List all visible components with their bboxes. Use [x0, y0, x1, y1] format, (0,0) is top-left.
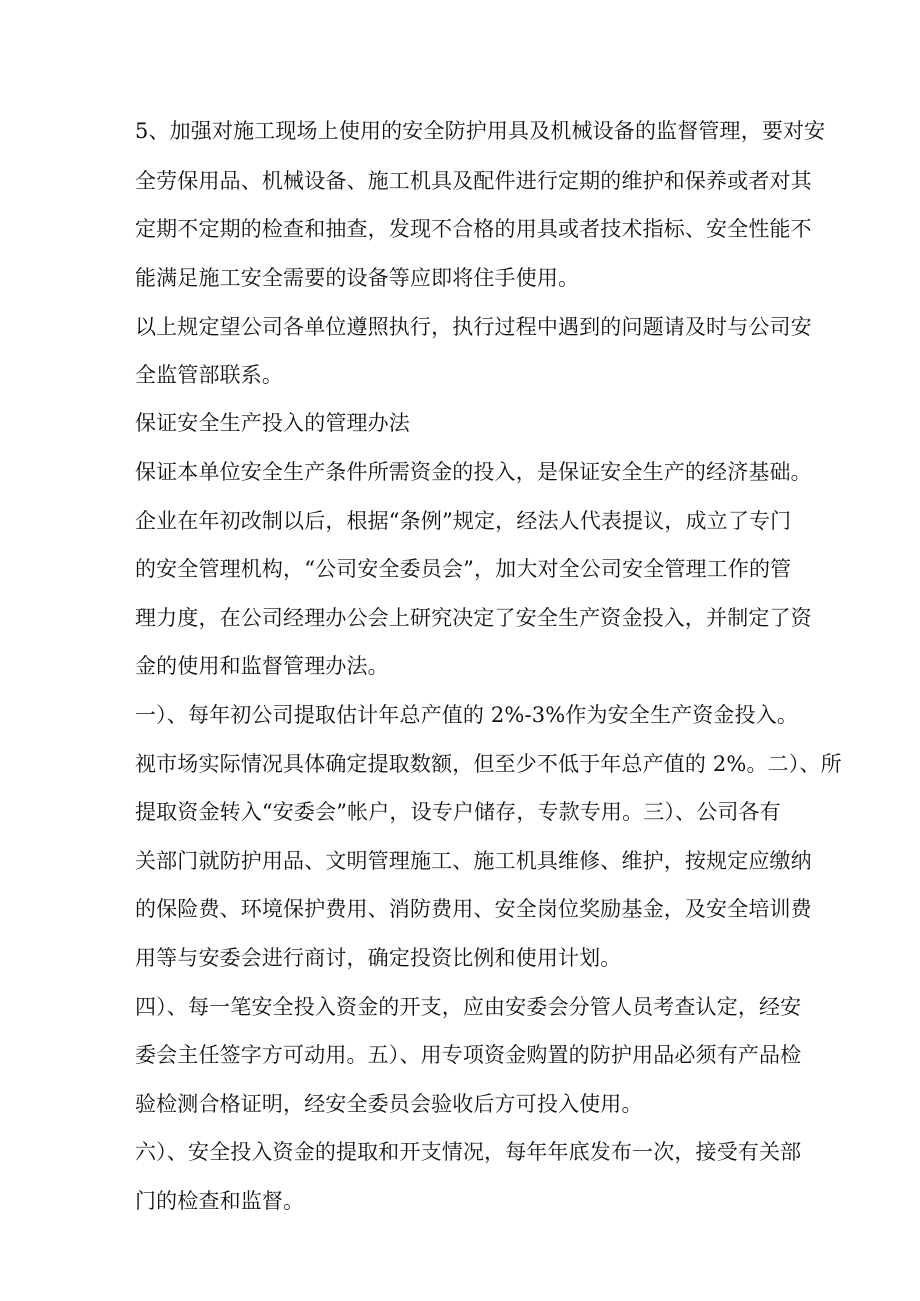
- text-line: 关部门就防护用品、文明管理施工、施工机具维修、维护，按规定应缴纳: [135, 849, 812, 873]
- text-line: 企业在年初改制以后，根据“条例”规定，经法人代表提议，成立了专门: [135, 509, 792, 533]
- text-line: 的安全管理机构，“公司安全委员会”，加大对全公司安全管理工作的管: [135, 557, 792, 581]
- text-line: 保证本单位安全生产条件所需资金的投入，是保证安全生产的经济基础。: [135, 460, 812, 484]
- text-line: 定期不定期的检查和抽查，发现不合格的用具或者技术指标、安全性能不: [135, 217, 812, 241]
- text-line: 一）、每年初公司提取估计年总产值的 2%-3%作为安全生产资金投入。: [135, 703, 798, 727]
- text-line: 全监管部联系。: [135, 363, 284, 387]
- text-line: 以上规定望公司各单位遵照执行，执行过程中遇到的问题请及时与公司安: [135, 315, 812, 339]
- text-line: 用等与安委会进行商讨，确定投资比例和使用计划。: [135, 946, 622, 970]
- text-line: 门的检查和监督。: [135, 1189, 305, 1213]
- text-line: 视市场实际情况具体确定提取数额，但至少不低于年总产值的 2%。二）、所: [135, 752, 842, 776]
- text-line: 六）、安全投入资金的提取和开支情况，每年年底发布一次，接受有关部: [135, 1140, 802, 1164]
- text-line: 验检测合格证明，经安全委员会验收后方可投入使用。: [135, 1092, 643, 1116]
- text-line: 四）、每一笔安全投入资金的开支，应由安委会分管人员考查认定，经安: [135, 995, 802, 1019]
- text-line: 5、加强对施工现场上使用的安全防护用具及机械设备的监督管理，要对安: [135, 119, 826, 143]
- text-line: 提取资金转入“安委会”帐户，设专户储存，专款专用。三）、公司各有: [135, 800, 781, 824]
- text-line: 能满足施工安全需要的设备等应即将住手使用。: [135, 266, 580, 290]
- section-heading: 保证安全生产投入的管理办法: [135, 411, 410, 435]
- text-line: 的保险费、环境保护费用、消防费用、安全岗位奖励基金，及安全培训费: [135, 897, 812, 921]
- text-line: 委会主任签字方可动用。五）、用专项资金购置的防护用品必须有产品检: [135, 1043, 802, 1067]
- text-line: 全劳保用品、机械设备、施工机具及配件进行定期的维护和保养或者对其: [135, 169, 812, 193]
- text-line: 金的使用和监督管理办法。: [135, 654, 389, 678]
- text-line: 理力度，在公司经理办公会上研究决定了安全生产资金投入，并制定了资: [135, 606, 812, 630]
